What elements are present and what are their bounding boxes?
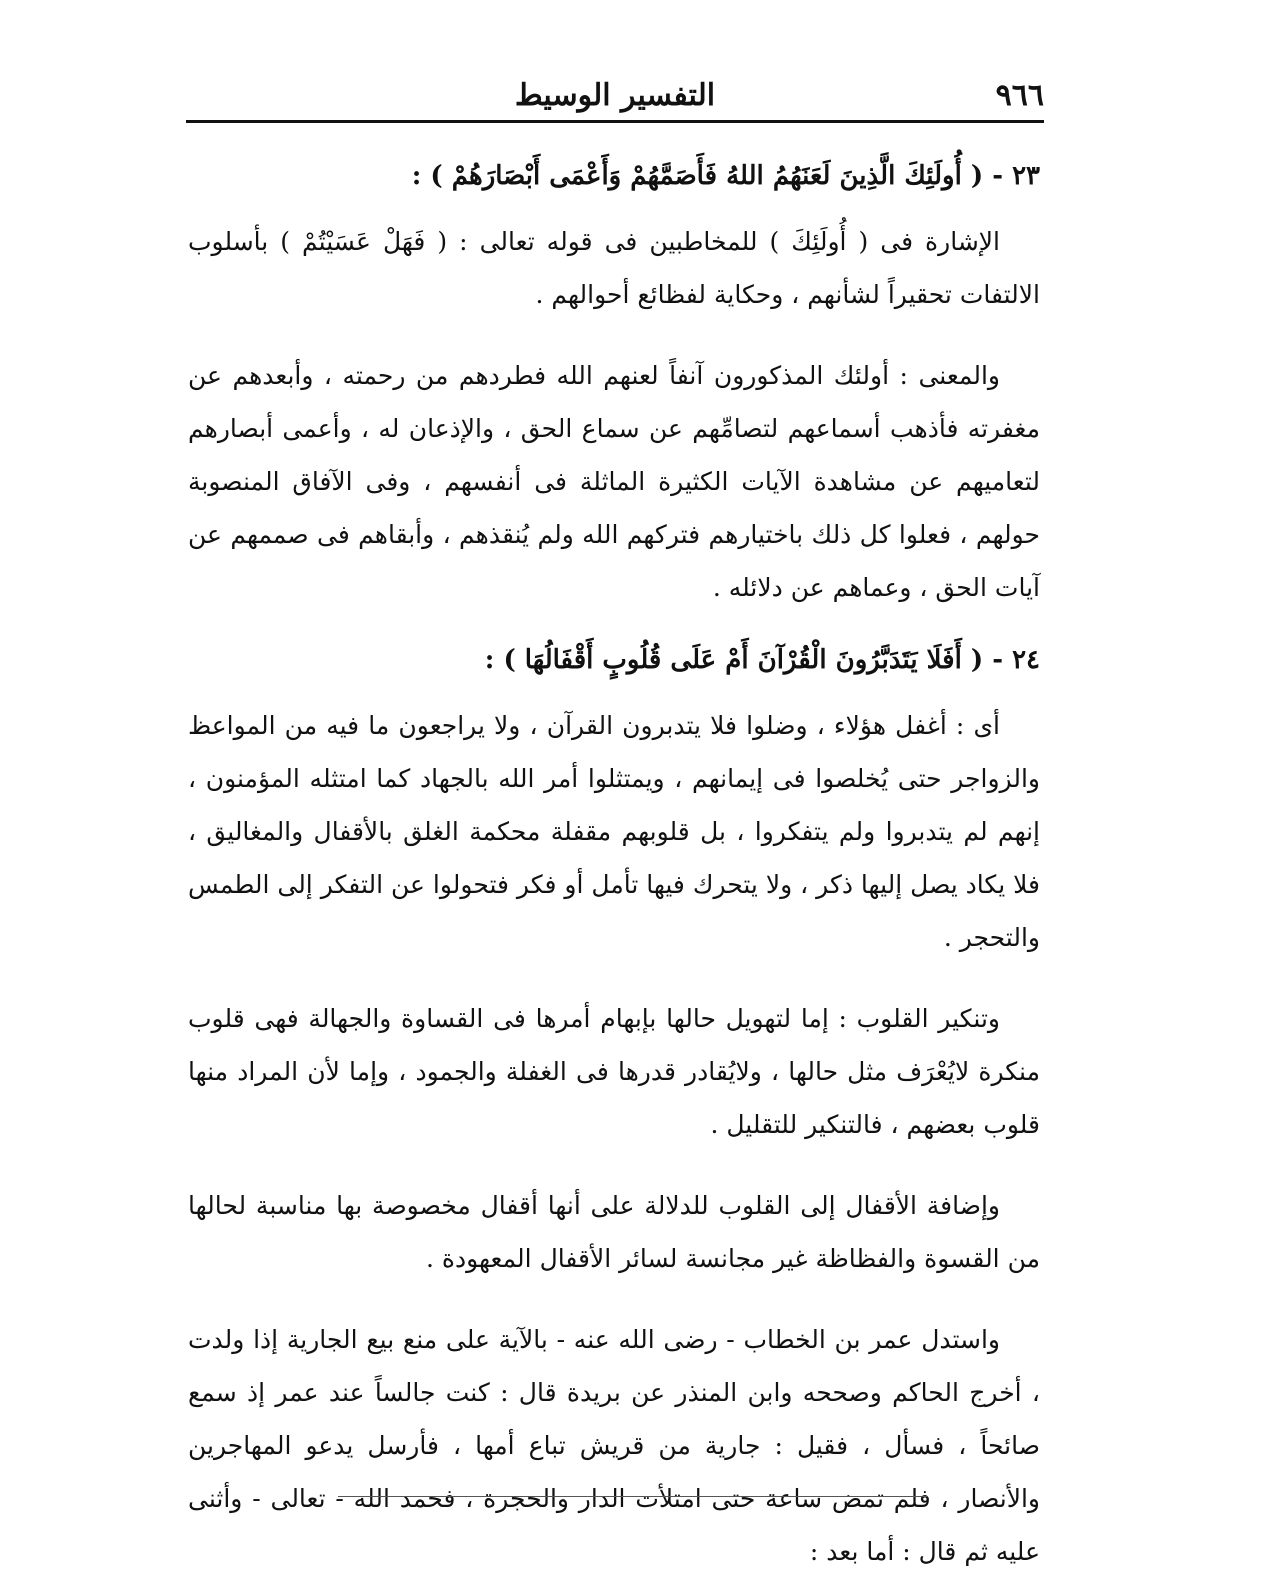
page-body bbox=[188, 150, 1040, 1578]
paragraph: وتنكير القلوب : إما لتهويل حالها بإبهام أمرها فى القساوة والجهالة فهى قلوب منكرة لايُعْرَف مثل حالها ، ولايُقادر قدرها فى الغفلة والجمود ، وإما لأن المراد منها قلوب بعضهم ، فالتنكير للتقليل . bbox=[188, 1004, 1040, 1139]
spacer bbox=[188, 614, 1040, 634]
page-header bbox=[186, 70, 1044, 123]
book-title: التفسير الوسيط bbox=[514, 78, 716, 113]
spacer bbox=[188, 1285, 1040, 1313]
paragraph: والمعنى : أولئك المذكورون آنفاً لعنهم الله فطردهم من رحمته ، وأبعدهم عن مغفرته فأذهب أسماعهم لتصامِّهم عن سماع الحق ، والإذعان له ، وأعمى أبصارهم لتعاميهم عن مشاهدة الآيات الكثيرة الماثلة فى أنفسهم ، وفى الآفاق المنصوبة حولهم ، فعلوا كل ذلك باختيارهم فتركهم الله ولم يُنقذهم ، وأبقاهم فى صممهم عن آيات الحق ، وعماهم عن دلائله . bbox=[188, 361, 1040, 602]
verse-heading-23: ٢٣ - ( أُولَئِكَ الَّذِينَ لَعَنَهُمُ اللهُ فَأَصَمَّهُمْ وَأَعْمَى أَبْصَارَهُمْ ) : bbox=[411, 161, 1040, 191]
page-number: ٩٦٦ bbox=[995, 78, 1044, 113]
spacer bbox=[188, 203, 1040, 215]
footer-divider bbox=[338, 1496, 928, 1497]
spacer bbox=[188, 321, 1040, 349]
paragraph: واستدل عمر بن الخطاب - رضى الله عنه - بالآية على منع بيع الجارية إذا ولدت ، أخرج الحاكم وصححه وابن المنذر عن بريدة قال : كنت جالساً عند عمر إذ سمع صائحاً ، فسأل ، فقيل : جارية من قريش تباع أمها ، فأرسل يدعو المهاجرين والأنصار ، فلم تمض ساعة حتى امتلأت الدار والحجرة ، فحمد الله - تعالى - وأثنى عليه ثم قال : أما بعد : bbox=[188, 1325, 1040, 1566]
spacer bbox=[188, 964, 1040, 992]
spacer bbox=[188, 687, 1040, 699]
spacer bbox=[188, 1151, 1040, 1179]
paragraph: وإضافة الأقفال إلى القلوب للدلالة على أنها أقفال مخصوصة بها مناسبة لحالها من القسوة والفظاظة غير مجانسة لسائر الأقفال المعهودة . bbox=[188, 1191, 1040, 1273]
paragraph: أى : أغفل هؤلاء ، وضلوا فلا يتدبرون القرآن ، ولا يراجعون ما فيه من المواعظ والزواجر حتى يُخلصوا فى إيمانهم ، ويمتثلوا أمر الله بالجهاد كما امتثله المؤمنون ، إنهم لم يتدبروا ولم يتفكروا ، بل قلوبهم مقفلة محكمة الغلق بالأقفال والمغاليق ، فلا يكاد يصل إليها ذكر ، ولا يتحرك فيها تأمل أو فكر فتحولوا عن التفكر إلى الطمس والتحجر . bbox=[188, 711, 1041, 952]
verse-heading-24: ٢٤ - ( أَفَلَا يَتَدَبَّرُونَ الْقُرْآنَ أَمْ عَلَى قُلُوبٍ أَقْفَالُهَا ) : bbox=[484, 645, 1040, 675]
paragraph: الإشارة فى ( أُولَئِكَ ) للمخاطبين فى قوله تعالى : ( فَهَلْ عَسَيْتُمْ ) بأسلوب الالتفات تحقيراً لشأنهم ، وحكاية لفظائع أحوالهم . bbox=[188, 227, 1040, 309]
